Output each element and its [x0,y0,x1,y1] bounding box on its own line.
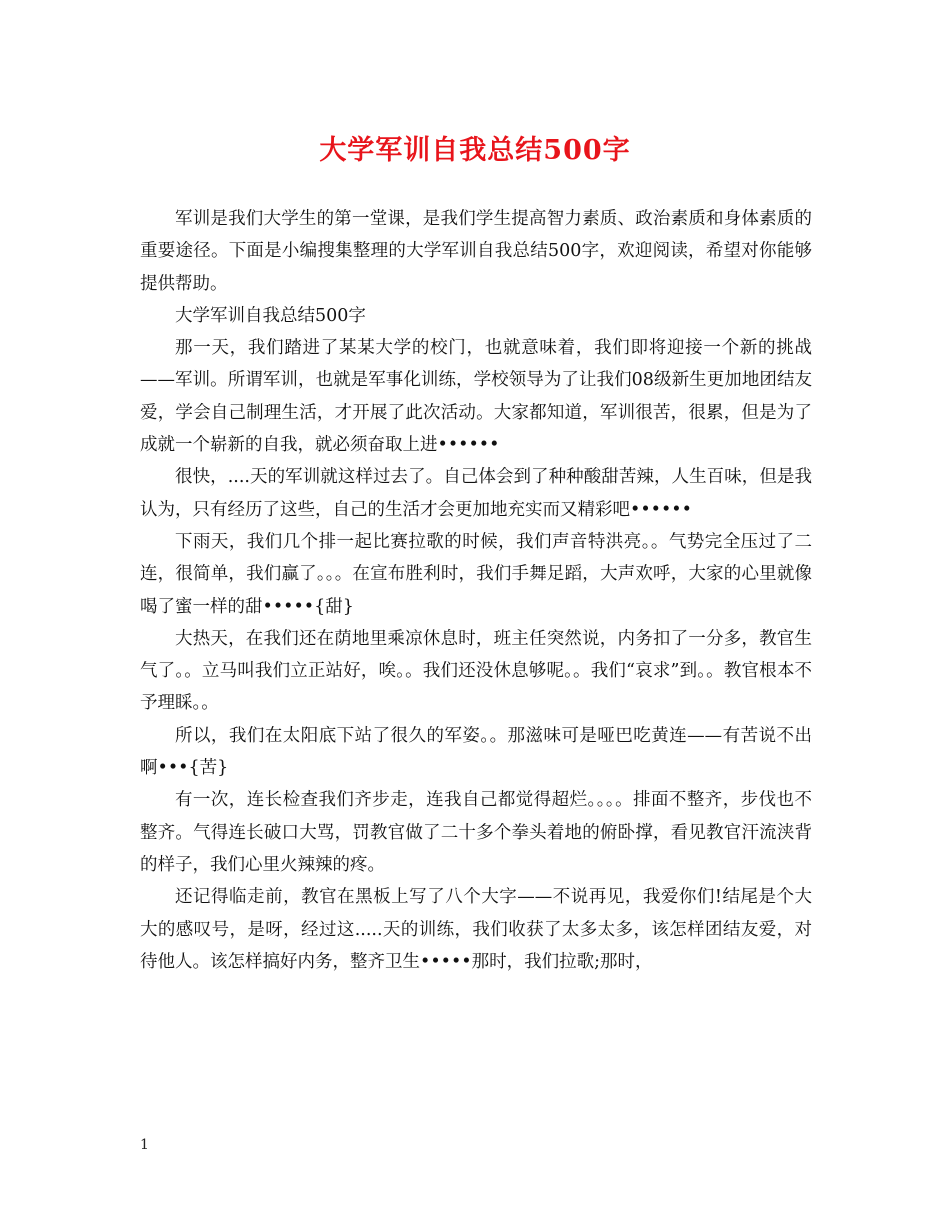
paragraph-inspection: 有一次，连长检查我们齐步走，连我自己都觉得超烂。。。。排面不整齐，步伐也不整齐。气得连长破口大骂，罚教官做了二十多个拳头着地的俯卧撑，看见教官汗流浃背的样子，我们心里火辣辣的疼。 [140,790,812,875]
paragraph-standing: 所以，我们在太阳底下站了很久的军姿。。那滋味可是哑巴吃黄连——有苦说不出啊•••{苦} [140,725,812,779]
paragraph-rainy-day: 下雨天，我们几个排一起比赛拉歌的时候，我们声音特洪亮。。气势完全压过了二连，很简单，我们赢了。。。在宣布胜利时，我们手舞足蹈，大声欢呼，大家的心里就像喝了蜜一样的甜•••••{甜} [140,531,812,617]
paragraph-subheading: 大学军训自我总结500字 [175,305,366,326]
paragraph-first-day: 那一天，我们踏进了某某大学的校门，也就意味着，我们即将迎接一个新的挑战——军训。所谓军训，也就是军事化训练，学校领导为了让我们08级新生更加地团结友爱，学会自己制理生活，才开展了此次活动。大家都知道，军训很苦，很累，但是为了成就一个崭新的自我，就必须奋取上进•••••• [140,338,812,456]
document-body [140,203,812,978]
paragraph-intro: 军训是我们大学生的第一堂课，是我们学生提高智力素质、政治素质和身体素质的重要途径。下面是小编搜集整理的大学军训自我总结500字，欢迎阅读，希望对你能够提供帮助。 [140,209,812,294]
page-number: 1 [140,1137,149,1153]
paragraph-days-passed: 很快，....天的军训就这样过去了。自己体会到了种种酸甜苦辣，人生百味，但是我认为，只有经历了这些，自己的生活才会更加地充实而又精彩吧•••••• [140,467,812,520]
paragraph-farewell: 还记得临走前，教官在黑板上写了八个大字——不说再见，我爱你们!结尾是个大大的感叹号，是呀，经过这.....天的训练，我们收获了太多太多，该怎样团结友爱，对待他人。该怎样搞好内务，整齐卫生•••••那时，我们拉歌;那时， [140,887,812,972]
document-title: 大学军训自我总结500字 [319,135,631,166]
paragraph-hot-day: 大热天，在我们还在荫地里乘凉休息时，班主任突然说，内务扣了一分多，教官生气了。。立马叫我们立正站好，唉。。我们还没休息够呢。。我们“哀求”到。。教官根本不予理睬。。 [140,628,812,714]
